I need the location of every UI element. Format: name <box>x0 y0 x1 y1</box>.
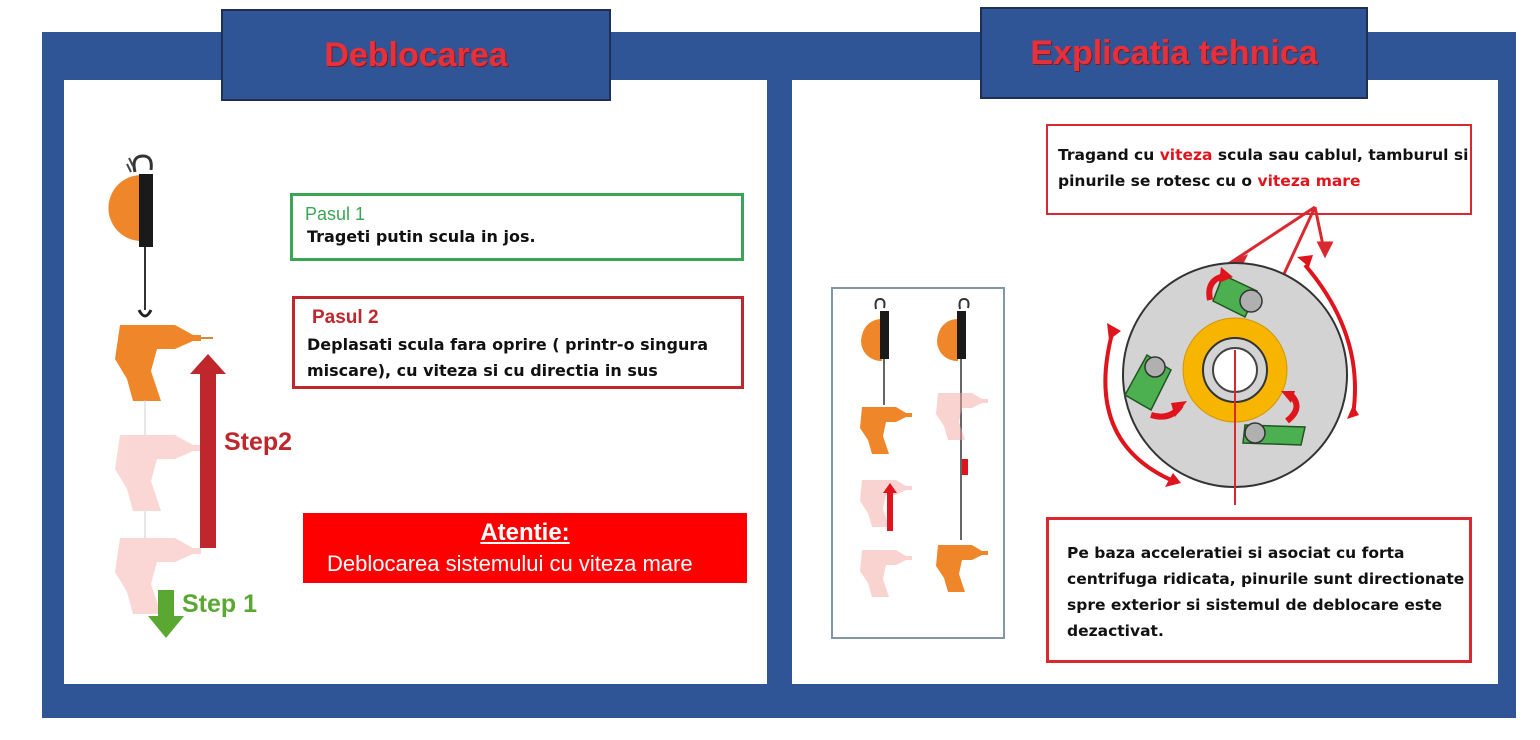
arrow-down-icon <box>146 588 186 640</box>
arrow-down-icon <box>962 459 968 475</box>
explanation-top-box <box>1046 124 1472 215</box>
step2-box <box>292 296 744 389</box>
explanation-bottom-box <box>1046 517 1472 663</box>
comparison-illustration <box>840 295 1000 625</box>
drum-mechanism-icon <box>1095 205 1375 505</box>
top-line1-b: scula sau cablul, tamburul si <box>1212 146 1469 164</box>
step1-box <box>290 193 744 261</box>
left-panel-title: Deblocarea <box>221 9 611 101</box>
bottom-line1: Pe baza acceleratiei si asociat cu forta <box>1067 544 1405 562</box>
balancer-icon <box>108 156 153 316</box>
top-line1-a: Tragand cu <box>1058 146 1160 164</box>
step2-text-line2: miscare), cu viteza si cu directia in sus <box>307 361 658 380</box>
attention-text: Deblocarea sistemului cu viteza mare <box>327 551 693 576</box>
bottom-line2: centrifuga ridicata, pinurile sunt directionate <box>1067 570 1465 588</box>
label-step2: Step2 <box>224 428 293 456</box>
step2-heading: Pasul 2 <box>312 307 379 328</box>
step2-text-line1: Deplasati scula fara oprire ( printr-o singura <box>307 335 709 354</box>
attention-box <box>303 513 747 583</box>
bottom-line3: spre exterior si sistemul de deblocare este <box>1067 596 1442 614</box>
bottom-line4: dezactivat. <box>1067 622 1164 640</box>
right-panel-title: Explicatia tehnica <box>980 7 1368 99</box>
top-line2-red: viteza mare <box>1257 172 1361 190</box>
top-line1-red: viteza <box>1159 146 1213 164</box>
step1-heading: Pasul 1 <box>305 204 366 224</box>
label-step1: Step 1 <box>182 590 258 618</box>
attention-title: Atentie: <box>480 519 570 546</box>
top-line2-a: pinurile se rotesc cu o <box>1058 172 1258 190</box>
step1-text: Trageti putin scula in jos. <box>307 227 536 246</box>
explanation-top-line1 <box>1058 146 1468 164</box>
explanation-top-line2 <box>1058 172 1360 190</box>
